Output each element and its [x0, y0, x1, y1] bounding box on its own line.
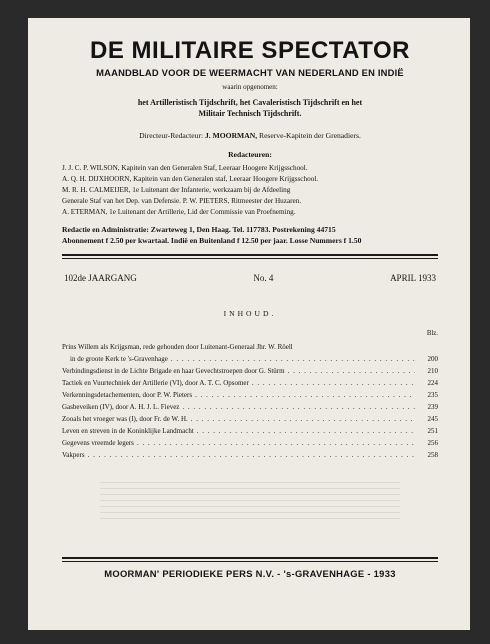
editor-line: A. ETERMAN, 1e Luitenant der Artillerie, Lid der Commissie van Proefneming. — [62, 208, 296, 216]
director-rank: Reserve-Kapitein der Grenadiers. — [259, 131, 361, 140]
toc-title-continued: in de groote Kerk te 's-Gravenhage — [70, 355, 168, 363]
leader-dots — [182, 401, 415, 413]
admin-line: Redactie en Administratie: Zwarteweg 1, Den Haag. Tel. 117783. Postrekening 44715 — [62, 225, 336, 234]
editor-line: M. R. H. CALMEIJER, 1e Luitenant der Infanterie, werkzaam bij de Afdeeling — [62, 186, 291, 194]
incorporated-line: het Artilleristisch Tijdschrift, het Cavaleristisch Tijdschrift en het — [137, 98, 363, 107]
toc-entry — [62, 449, 438, 461]
toc-title: Verbindingsdienst in de Lichte Brigade en haar Gevechtstroepen door G. Stürm — [62, 367, 285, 375]
director-name: J. MOORMAN, — [205, 131, 258, 140]
editor-line: A. Q. H. DIJXHOORN, Kapitein van den Generalen staf, Leeraar Hoogere Krijgsschool. — [62, 175, 319, 183]
toc-page-number: 239 — [427, 403, 438, 411]
toc-title: Prins Willem als Krijgsman, rede gehouden door Luitenant-Generaal Jhr. W. Röell — [62, 343, 293, 351]
leader-dots — [171, 353, 415, 365]
contents-heading: INHOUD. — [223, 309, 277, 318]
toc-page-number: 256 — [427, 439, 438, 447]
issue-date: APRIL 1933 — [390, 273, 436, 283]
toc-page-number: 251 — [427, 427, 438, 435]
toc-title: Vakpers — [62, 451, 85, 459]
toc-title: Zooals het vroeger was (I), door Fr. de W. H. — [62, 415, 188, 423]
director-line — [62, 131, 438, 140]
toc-page-number: 200 — [427, 355, 438, 363]
table-of-contents — [62, 341, 438, 461]
toc-entry — [62, 437, 438, 449]
editor-line: J. J. C. P. WILSON, Kapitein van den Generalen Staf, Leeraar Hoogere Krijgsschool. — [62, 164, 308, 172]
toc-page-number: 224 — [427, 379, 438, 387]
incorporated-label: waarin opgenomen: — [222, 83, 278, 91]
leader-dots — [88, 449, 415, 461]
toc-title: Tactiek en Vuurtechniek der Artillerie (VI), door A. T. C. Opsomer — [62, 379, 249, 387]
show-through-texture — [100, 479, 400, 519]
toc-entry — [62, 389, 438, 401]
issue-number: No. 4 — [253, 273, 274, 283]
administration-info — [62, 224, 438, 246]
toc-entry — [62, 413, 438, 425]
leader-dots — [288, 365, 415, 377]
leader-dots — [137, 437, 415, 449]
toc-entry — [62, 401, 438, 413]
masthead-title: DE MILITAIRE SPECTATOR — [90, 37, 410, 64]
leader-dots — [191, 413, 415, 425]
incorporated-journals — [62, 97, 438, 119]
page-column-label: Blz. — [426, 330, 438, 337]
publisher-footer: MOORMAN' PERIODIEKE PERS N.V. - 's-GRAVENHAGE - 1933 — [104, 568, 396, 579]
toc-page-number: 210 — [427, 367, 438, 375]
director-label: Directeur-Redacteur: — [139, 131, 204, 140]
issue-info — [62, 273, 438, 283]
toc-title: Gegevens vreemde legers — [62, 439, 134, 447]
toc-title: Leven en streven in de Koninklijke Landmacht — [62, 427, 194, 435]
toc-entry-continued — [62, 353, 438, 365]
toc-page-number: 258 — [427, 451, 438, 459]
masthead-subtitle: MAANDBLAD VOOR DE WEERMACHT VAN NEDERLAND EN INDIË — [96, 67, 404, 78]
toc-title: Gasbeveiken (IV), door A. H. J. L. Fievez — [62, 403, 180, 411]
issue-volume: 102de JAARGANG — [64, 273, 137, 283]
toc-title: Verkenningsdetachementen, door P. W. Pieters — [62, 391, 193, 399]
leader-dots — [197, 425, 415, 437]
toc-entry — [62, 365, 438, 377]
leader-dots — [252, 377, 415, 389]
editors-heading: Redacteuren: — [228, 150, 272, 159]
divider-rule — [62, 254, 438, 259]
toc-entry — [62, 425, 438, 437]
journal-cover-page — [28, 18, 470, 630]
toc-page-number: 235 — [427, 391, 438, 399]
leader-dots — [195, 389, 415, 401]
editors-list — [62, 163, 438, 218]
toc-page-number: 245 — [427, 415, 438, 423]
toc-entry — [62, 377, 438, 389]
incorporated-line: Militair Technisch Tijdschrift. — [198, 109, 302, 118]
toc-entry — [62, 341, 438, 353]
footer-rule — [62, 557, 438, 562]
subscription-line: Abonnement f 2.50 per kwartaal. Indië en Buitenland f 12.50 per jaar. Losse Nummers f 1.50 — [62, 236, 362, 245]
editor-line: Generale Staf van het Dep. van Defensie. P. W. PIETERS, Ritmeester der Huzaren. — [62, 197, 302, 205]
